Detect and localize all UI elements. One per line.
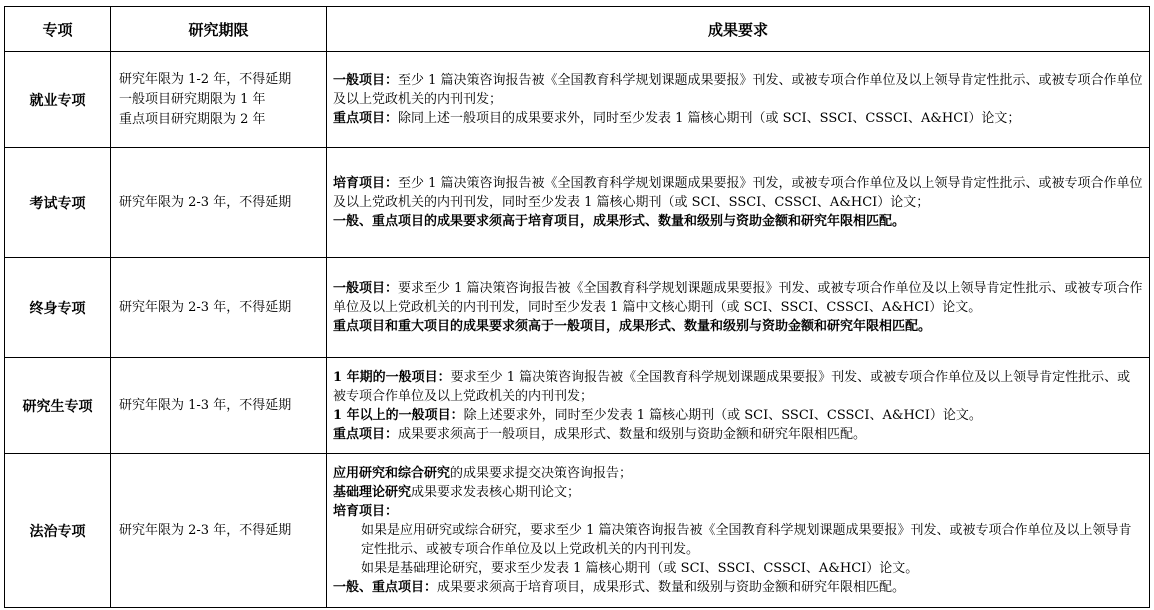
header-period: 研究期限 <box>111 7 327 52</box>
requirement-bold: 重点项目： <box>333 111 399 126</box>
row-period <box>111 148 327 258</box>
requirement-paragraph <box>333 71 1143 109</box>
header-type: 专项 <box>5 7 111 52</box>
requirement-bold: 一般、重点项目： <box>333 580 438 595</box>
row-period <box>111 52 327 148</box>
requirement-text: 如果是基础理论研究，要求至少发表 1 篇核心期刊（或 SCI、SSCI、CSSCI、A&HCI）论文。 <box>361 561 919 576</box>
requirement-paragraph <box>333 109 1143 128</box>
requirement-bold: 应用研究和综合研究 <box>333 466 451 481</box>
row-requirement <box>327 258 1150 358</box>
row-type: 终身专项 <box>5 258 111 358</box>
requirement-paragraph <box>333 317 1143 336</box>
row-requirement <box>327 52 1150 148</box>
period-line: 一般项目研究期限为 1 年 <box>119 91 266 107</box>
requirement-text: 成果要求须高于培育项目，成果形式、数量和级别与资助金额和研究年限相匹配。 <box>437 580 906 595</box>
requirement-text: 成果要求发表核心期刊论文； <box>411 485 581 500</box>
period-line: 研究年限为 1-3 年，不得延期 <box>119 397 292 413</box>
requirement-text: 除同上述一般项目的成果要求外，同时至少发表 1 篇核心期刊（或 SCI、SSCI、CSSCI、A&HCI）论文； <box>398 111 1021 126</box>
requirement-bold: 培育项目： <box>333 504 399 519</box>
requirement-bold: 一般、重点项目的成果要求须高于培育项目，成果形式、数量和级别与资助金额和研究年限相匹配。 <box>333 214 906 229</box>
requirement-paragraph <box>333 464 1143 483</box>
requirements-table <box>4 6 1150 608</box>
requirement-paragraph <box>333 425 1143 444</box>
row-type: 就业专项 <box>5 52 111 148</box>
requirement-bold: 培育项目： <box>333 176 399 191</box>
requirement-bold: 一般项目： <box>333 281 399 296</box>
requirement-paragraph <box>333 212 1143 231</box>
row-period <box>111 358 327 454</box>
row-type: 考试专项 <box>5 148 111 258</box>
requirement-text: 如果是应用研究或综合研究，要求至少 1 篇决策咨询报告被《全国教育科学规划课题成果要报》刊发、或被专项合作单位及以上领导肯定性批示、或被专项合作单位及以上党政机关的内刊刊发。 <box>361 523 1132 557</box>
table-row <box>5 258 1150 358</box>
requirement-paragraph <box>333 368 1143 406</box>
requirement-paragraph <box>333 279 1143 317</box>
requirement-text: 要求至少 1 篇决策咨询报告被《全国教育科学规划课题成果要报》刊发、或被专项合作单位及以上领导肯定性批示、或被专项合作单位及以上党政机关的内刊刊发； <box>333 369 1131 404</box>
table-row <box>5 358 1150 454</box>
requirement-text: 至少 1 篇决策咨询报告被《全国教育科学规划课题成果要报》刊发、或被专项合作单位及以上领导肯定性批示、或被专项合作单位及以上党政机关的内刊刊发； <box>333 73 1143 107</box>
requirement-paragraph <box>333 559 1143 578</box>
requirement-bold: 一般项目： <box>333 73 399 88</box>
header-requirement: 成果要求 <box>327 7 1150 52</box>
table-row <box>5 454 1150 608</box>
row-requirement <box>327 148 1150 258</box>
requirement-bold: 1 年期的一般项目： <box>333 369 451 385</box>
requirement-text: 成果要求须高于一般项目，成果形式、数量和级别与资助金额和研究年限相匹配。 <box>398 426 867 442</box>
requirement-bold: 重点项目和重大项目的成果要求须高于一般项目，成果形式、数量和级别与资助金额和研究年限相匹配。 <box>333 319 932 334</box>
period-line: 研究年限为 2-3 年，不得延期 <box>119 299 292 315</box>
period-line: 研究年限为 2-3 年，不得延期 <box>119 522 292 538</box>
row-type: 研究生专项 <box>5 358 111 454</box>
requirement-text: 至少 1 篇决策咨询报告被《全国教育科学规划课题成果要报》刊发，或被专项合作单位及以上领导肯定性批示、或被专项合作单位及以上党政机关的内刊刊发，同时至少发表 1 篇核心期刊（或 SCI、SSCI、CSSCI、A&HCI）论文； <box>333 176 1143 210</box>
period-line: 研究年限为 1-2 年，不得延期 <box>119 71 292 87</box>
period-line: 重点项目研究期限为 2 年 <box>119 111 266 127</box>
requirement-bold: 1 年以上的一般项目： <box>333 407 464 423</box>
requirement-text: 要求至少 1 篇决策咨询报告被《全国教育科学规划课题成果要报》刊发、或被专项合作单位及以上领导肯定性批示、或被专项合作单位及以上党政机关的内刊刊发，同时至少发表 1 篇中文核心期刊（或 SCI、SSCI、CSSCI、A&HCI）论文。 <box>333 281 1143 315</box>
requirement-text: 除上述要求外，同时至少发表 1 篇核心期刊（或 SCI、SSCI、CSSCI、A&HCI）论文。 <box>463 407 982 423</box>
requirement-paragraph <box>333 502 1143 521</box>
period-line: 研究年限为 2-3 年，不得延期 <box>119 194 292 210</box>
row-requirement <box>327 454 1150 608</box>
table-row <box>5 52 1150 148</box>
row-requirement <box>327 358 1150 454</box>
row-type: 法治专项 <box>5 454 111 608</box>
requirement-paragraph <box>333 578 1143 597</box>
table-header-row <box>5 7 1150 52</box>
requirement-paragraph <box>333 174 1143 212</box>
requirement-paragraph <box>333 406 1143 425</box>
requirement-paragraph <box>333 521 1143 559</box>
requirement-paragraph <box>333 483 1143 502</box>
row-period <box>111 454 327 608</box>
requirement-bold: 重点项目： <box>333 426 399 442</box>
requirement-text: 的成果要求提交决策咨询报告； <box>450 466 633 481</box>
table-row <box>5 148 1150 258</box>
row-period <box>111 258 327 358</box>
requirement-bold: 基础理论研究 <box>333 485 412 500</box>
